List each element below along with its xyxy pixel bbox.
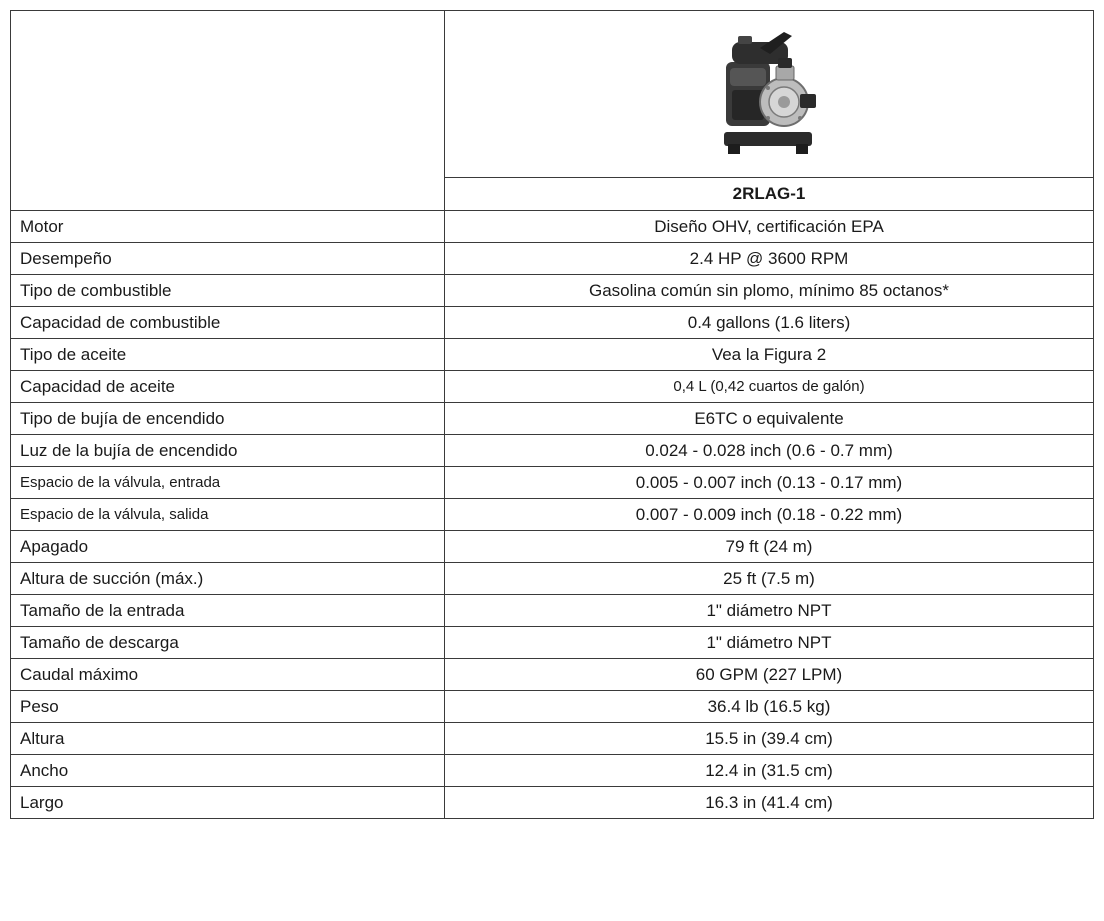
spec-value: 0.007 - 0.009 inch (0.18 - 0.22 mm) (445, 499, 1094, 531)
spec-row (11, 691, 1094, 723)
spec-label: Motor (11, 211, 445, 243)
spec-row (11, 371, 1094, 403)
spec-label: Tamaño de la entrada (11, 595, 445, 627)
spec-row (11, 627, 1094, 659)
spec-label: Peso (11, 691, 445, 723)
spec-row (11, 403, 1094, 435)
spec-value: 79 ft (24 m) (445, 531, 1094, 563)
spec-label: Capacidad de aceite (11, 371, 445, 403)
specifications-table (10, 10, 1094, 819)
spec-value: 2.4 HP @ 3600 RPM (445, 243, 1094, 275)
spec-value: 0.024 - 0.028 inch (0.6 - 0.7 mm) (445, 435, 1094, 467)
spec-label: Espacio de la válvula, entrada (11, 467, 445, 499)
spec-label: Tipo de combustible (11, 275, 445, 307)
model-name: 2RLAG-1 (445, 178, 1094, 211)
spec-label: Espacio de la válvula, salida (11, 499, 445, 531)
spec-row (11, 307, 1094, 339)
header-empty-cell (11, 11, 445, 211)
spec-label: Caudal máximo (11, 659, 445, 691)
spec-label: Desempeño (11, 243, 445, 275)
spec-value: 0,4 L (0,42 cuartos de galón) (445, 371, 1094, 403)
spec-row (11, 755, 1094, 787)
spec-label: Altura (11, 723, 445, 755)
spec-value: 1" diámetro NPT (445, 595, 1094, 627)
spec-label: Tamaño de descarga (11, 627, 445, 659)
spec-row (11, 787, 1094, 819)
spec-label: Luz de la bujía de encendido (11, 435, 445, 467)
spec-row (11, 339, 1094, 371)
spec-label: Largo (11, 787, 445, 819)
spec-row (11, 563, 1094, 595)
water-pump-icon (714, 28, 824, 160)
spec-value: 0.005 - 0.007 inch (0.13 - 0.17 mm) (445, 467, 1094, 499)
spec-label: Capacidad de combustible (11, 307, 445, 339)
spec-value: Vea la Figura 2 (445, 339, 1094, 371)
spec-label: Ancho (11, 755, 445, 787)
spec-value: Gasolina común sin plomo, mínimo 85 octanos* (445, 275, 1094, 307)
spec-value: 15.5 in (39.4 cm) (445, 723, 1094, 755)
spec-row (11, 723, 1094, 755)
spec-row (11, 275, 1094, 307)
spec-row (11, 211, 1094, 243)
spec-value: 0.4 gallons (1.6 liters) (445, 307, 1094, 339)
spec-row (11, 467, 1094, 499)
spec-row (11, 435, 1094, 467)
spec-value: Diseño OHV, certificación EPA (445, 211, 1094, 243)
spec-row (11, 243, 1094, 275)
spec-label: Tipo de bujía de encendido (11, 403, 445, 435)
spec-value: 36.4 lb (16.5 kg) (445, 691, 1094, 723)
spec-row (11, 595, 1094, 627)
spec-value: 60 GPM (227 LPM) (445, 659, 1094, 691)
product-image-cell (445, 11, 1094, 178)
header-row (11, 11, 1094, 178)
spec-value: 12.4 in (31.5 cm) (445, 755, 1094, 787)
spec-value: 16.3 in (41.4 cm) (445, 787, 1094, 819)
spec-label: Altura de succión (máx.) (11, 563, 445, 595)
spec-row (11, 499, 1094, 531)
spec-row (11, 531, 1094, 563)
spec-row (11, 659, 1094, 691)
spec-label: Tipo de aceite (11, 339, 445, 371)
spec-label: Apagado (11, 531, 445, 563)
spec-value: E6TC o equivalente (445, 403, 1094, 435)
spec-value: 1" diámetro NPT (445, 627, 1094, 659)
spec-value: 25 ft (7.5 m) (445, 563, 1094, 595)
